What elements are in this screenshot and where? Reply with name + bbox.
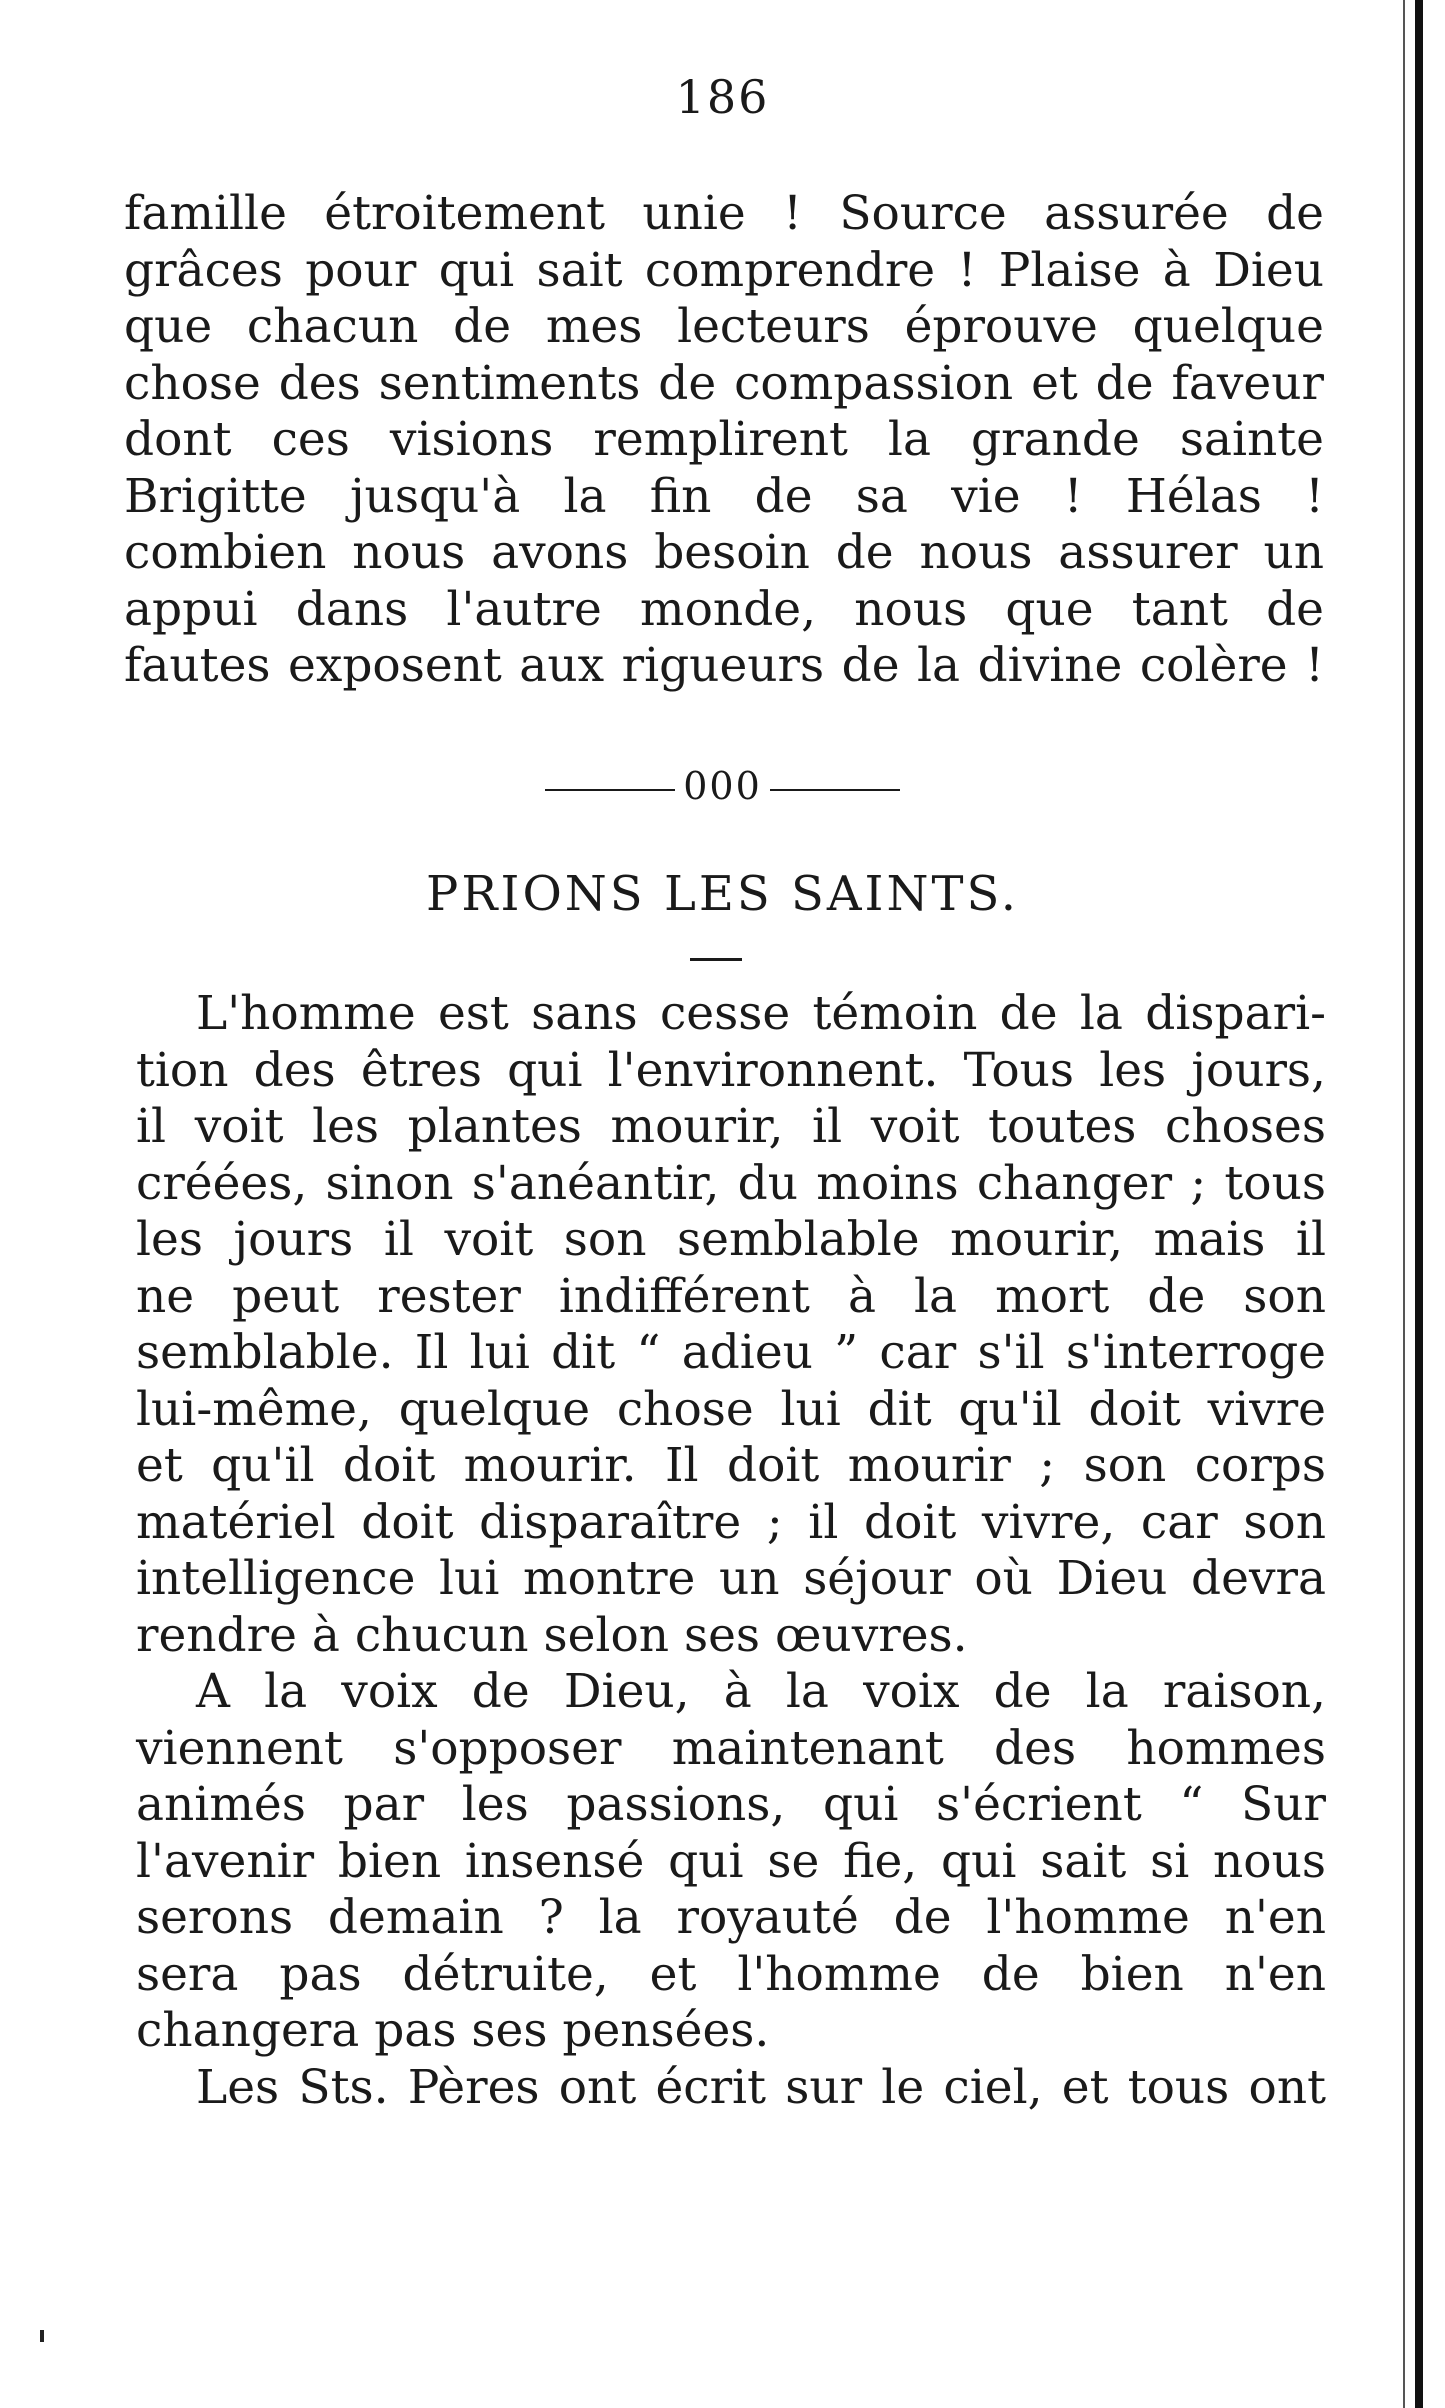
scan-speck — [40, 2330, 44, 2342]
text-line: il voit les plantes mourir, il voit toutes choses — [136, 1099, 1326, 1154]
text-line: L'homme est sans cesse témoin de la dispari- — [196, 986, 1326, 1041]
page-edge-shadow-thin — [1403, 0, 1405, 2408]
text-line: viennent s'opposer maintenant des hommes — [136, 1720, 1326, 1776]
text-line: animés par les passions, qui s'écrient “ Sur — [136, 1777, 1326, 1832]
text-line: tion des êtres qui l'environnent. Tous les jours, — [136, 1042, 1326, 1098]
text-line: les jours il voit son semblable mourir, mais il — [136, 1212, 1326, 1267]
text-line: dont ces visions remplirent la grande sainte — [124, 412, 1324, 467]
text-line: serons demain ? la royauté de l'homme n'en — [136, 1890, 1326, 1945]
text-line: combien nous avons besoin de nous assurer un — [124, 525, 1324, 580]
section-title: PRIONS LES SAINTS. — [426, 866, 1019, 922]
text-line: matériel doit disparaître ; il doit vivre, car son — [136, 1494, 1326, 1550]
text-line: ne peut rester indifférent à la mort de son — [136, 1268, 1326, 1324]
text-line: lui-même, quelque chose lui dit qu'il doit vivre — [136, 1381, 1326, 1437]
section-separator — [0, 764, 1445, 808]
body-text — [136, 986, 1326, 2116]
text-line: créées, sinon s'anéantir, du moins changer ; tous — [136, 1155, 1326, 1211]
separator-rule-right — [770, 789, 900, 791]
text-line: famille étroitement unie ! Source assurée de — [124, 186, 1324, 241]
separator-ornament: 000 — [683, 764, 762, 808]
text-line: l'avenir bien insensé qui se fie, qui sait si nous — [136, 1833, 1326, 1889]
title-underline-dash — [690, 958, 742, 961]
text-line: changera pas ses pensées. — [136, 2003, 770, 2058]
text-line: rendre à chucun selon ses œuvres. — [136, 1607, 968, 1663]
text-line: que chacun de mes lecteurs éprouve quelque — [124, 299, 1324, 354]
text-line: sera pas détruite, et l'homme de bien n'en — [136, 1946, 1326, 2002]
text-line: Les Sts. Pères ont écrit sur le ciel, et tous ont — [196, 2059, 1326, 2115]
text-line: appui dans l'autre monde, nous que tant de — [124, 581, 1324, 637]
text-line: Brigitte jusqu'à la fin de sa vie ! Hélas ! — [124, 468, 1324, 524]
text-line: grâces pour qui sait comprendre ! Plaise à Dieu — [124, 242, 1324, 298]
top-paragraph — [124, 186, 1324, 695]
separator-rule-left — [545, 789, 675, 791]
text-line: chose des sentiments de compassion et de faveur — [124, 355, 1324, 411]
page-edge-shadow — [1415, 0, 1423, 2408]
text-line: A la voix de Dieu, à la voix de la raison, — [196, 1664, 1326, 1719]
page-number: 186 — [675, 70, 770, 124]
text-line: intelligence lui montre un séjour où Dieu devra — [136, 1551, 1326, 1606]
text-line: semblable. Il lui dit “ adieu ” car s'il s'interroge — [136, 1325, 1326, 1380]
text-line: et qu'il doit mourir. Il doit mourir ; son corps — [136, 1438, 1326, 1493]
text-line: fautes exposent aux rigueurs de la divine colère ! — [124, 638, 1324, 693]
